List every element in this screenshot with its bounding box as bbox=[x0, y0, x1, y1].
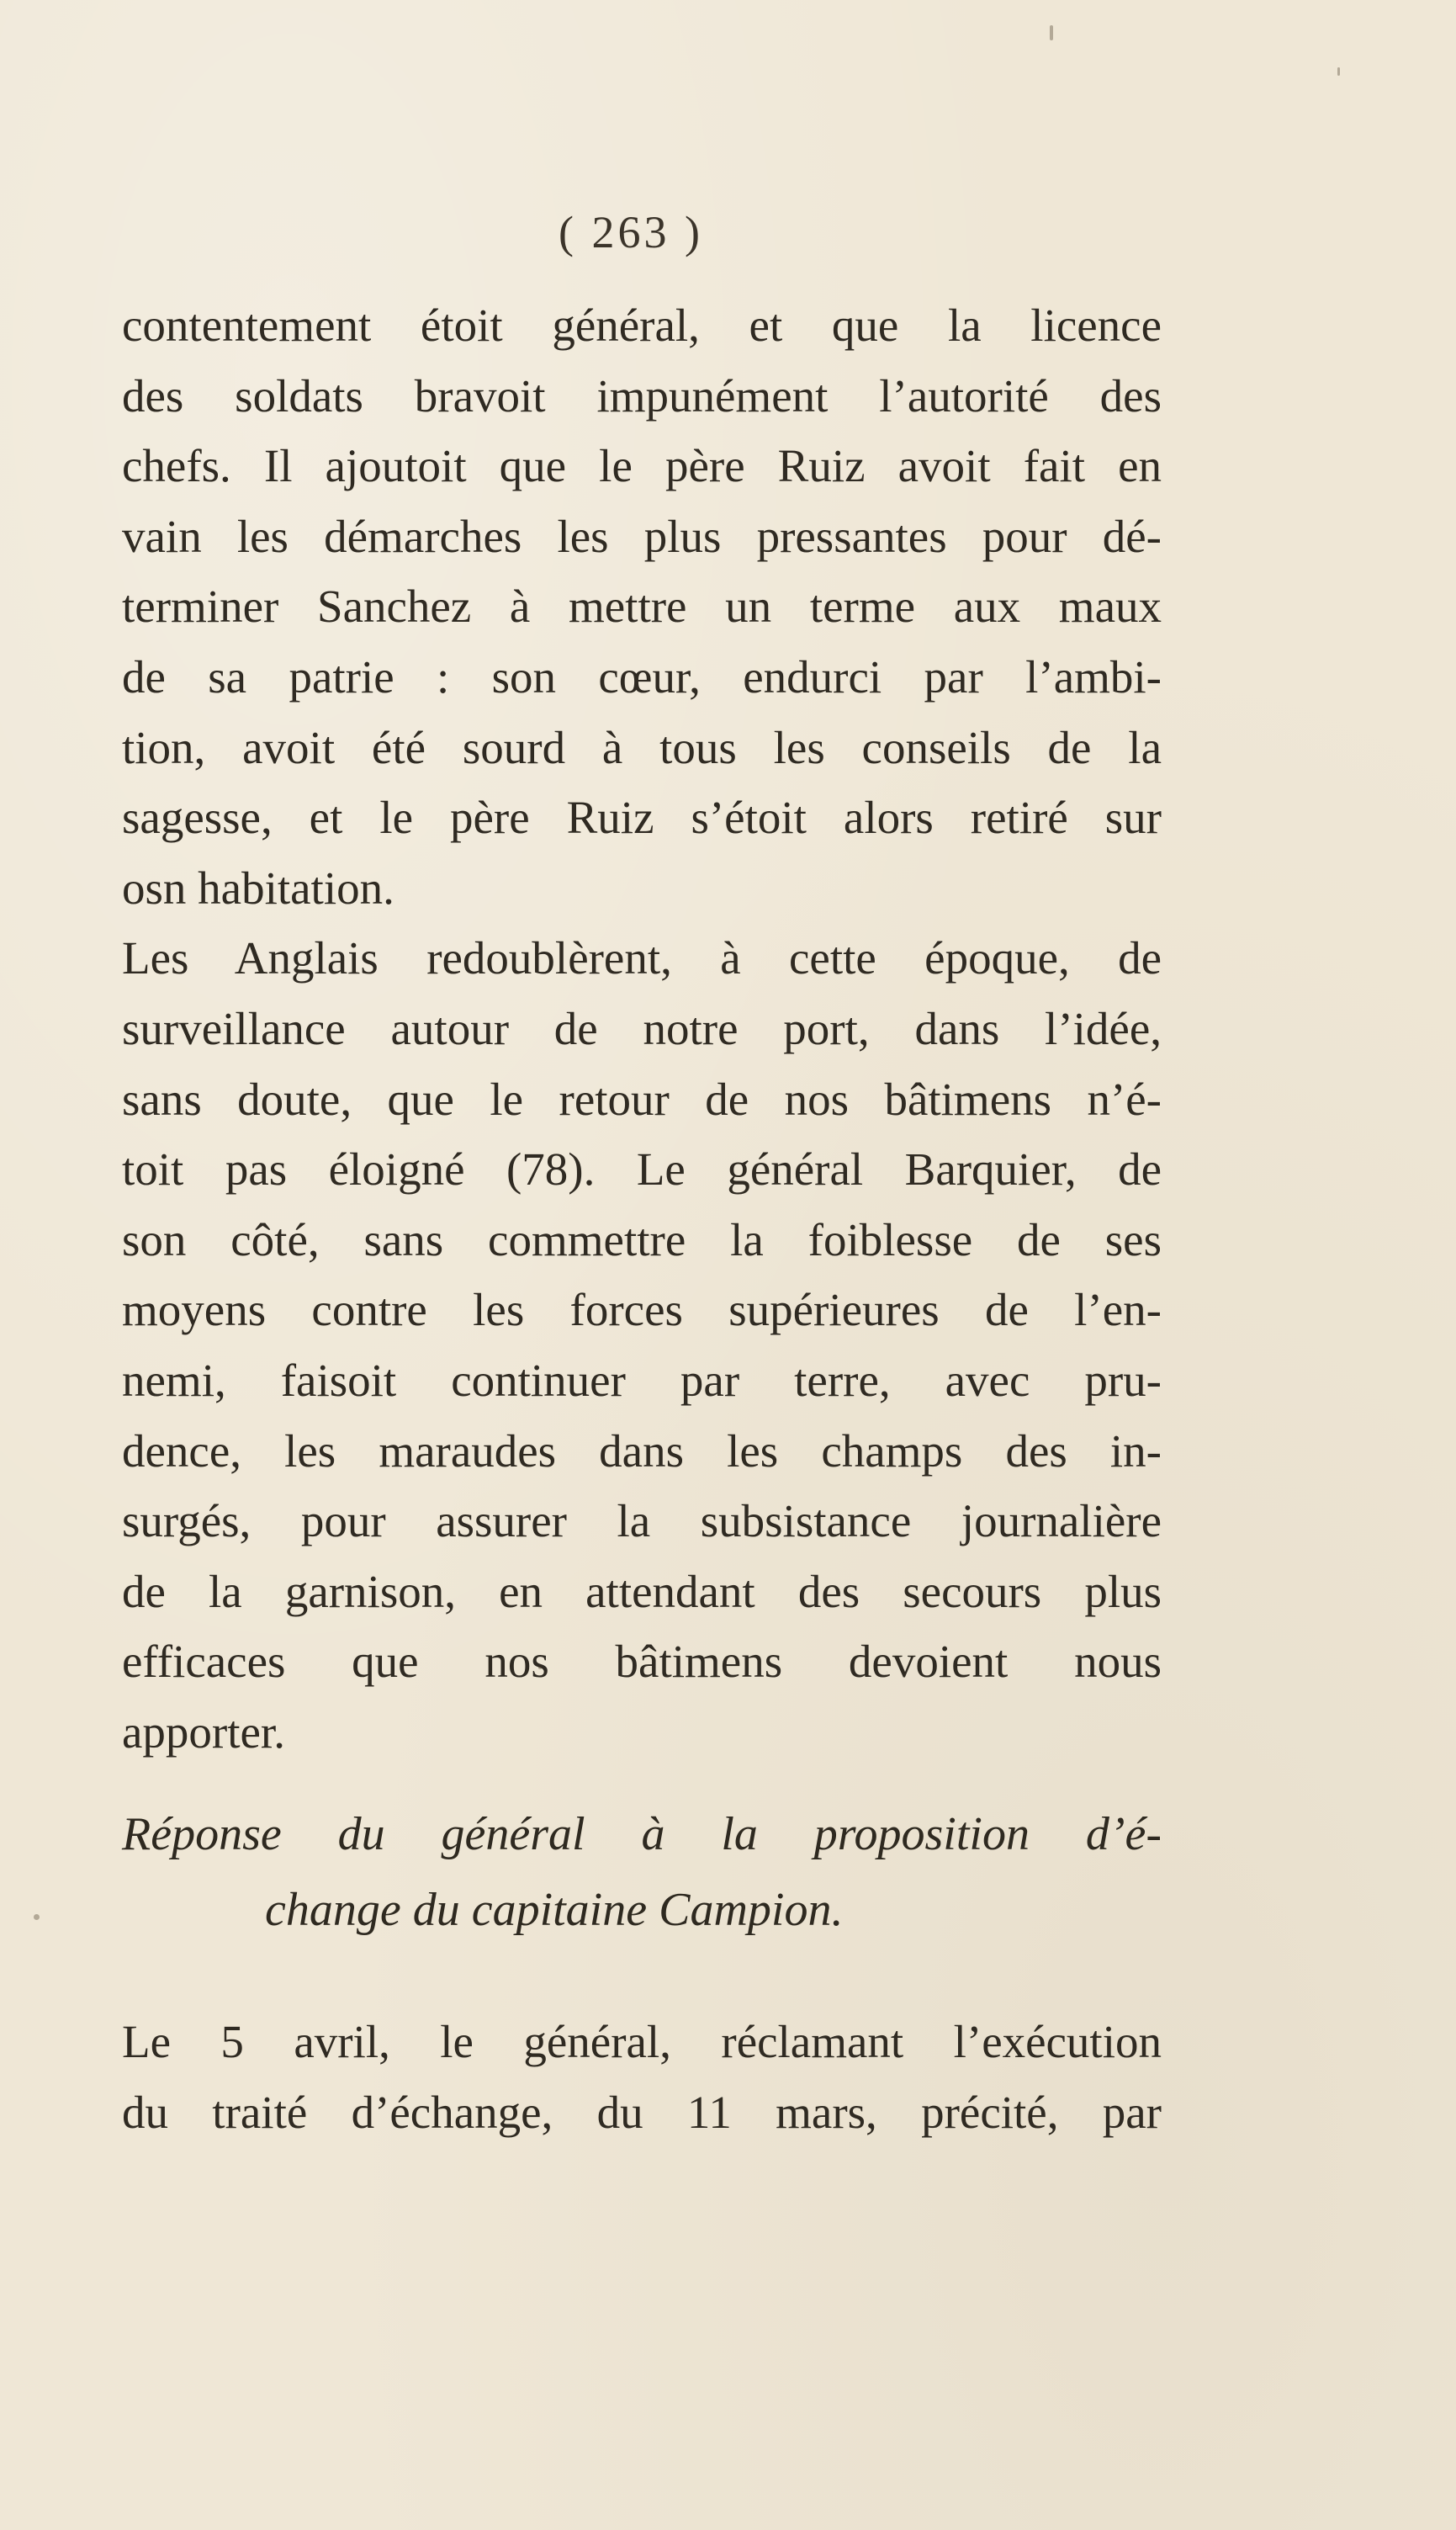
paper-speck bbox=[538, 1666, 542, 1669]
text-line: nemi, faisoit continuer par terre, avec pru- bbox=[122, 1354, 1162, 1406]
body-text-continued bbox=[122, 2007, 1162, 2147]
text-line: du traité d’échange, du 11 mars, précité, par bbox=[122, 2086, 1162, 2138]
section-heading bbox=[122, 1796, 1162, 1948]
text-line: moyens contre les forces supérieures de l’en- bbox=[122, 1284, 1162, 1336]
body-text bbox=[122, 290, 1162, 1767]
text-line: son côté, sans commettre la foiblesse de ses bbox=[122, 1213, 1162, 1265]
text-line: surveillance autour de notre port, dans l’idée, bbox=[122, 1002, 1162, 1054]
text-line: dence, les maraudes dans les champs des in- bbox=[122, 1424, 1162, 1477]
text-line: surgés, pour assurer la subsistance journalière bbox=[122, 1495, 1162, 1547]
text-line: de sa patrie : son cœur, endurci par l’ambi- bbox=[122, 650, 1162, 703]
heading-line: change du capitaine Campion. bbox=[265, 1884, 844, 1936]
text-line: osn habitation. bbox=[122, 862, 394, 914]
page-number: ( 263 ) bbox=[559, 207, 703, 257]
text-line: apporter. bbox=[122, 1705, 285, 1758]
text-line: terminer Sanchez à mettre un terme aux maux bbox=[122, 581, 1162, 633]
text-line: toit pas éloigné (78). Le général Barquier, de bbox=[122, 1143, 1162, 1196]
paper-speck bbox=[1050, 25, 1053, 40]
text-line: Le 5 avril, le général, réclamant l’exécution bbox=[122, 2016, 1162, 2067]
text-line: sagesse, et le père Ruiz s’étoit alors retiré sur bbox=[122, 792, 1162, 844]
text-line: sans doute, que le retour de nos bâtimens n’é- bbox=[122, 1073, 1162, 1125]
text-line: contentement étoit général, et que la licence bbox=[122, 300, 1162, 351]
text-line: chefs. Il ajoutoit que le père Ruiz avoit fait en bbox=[122, 440, 1162, 492]
paper-speck bbox=[1337, 67, 1340, 76]
text-line: Les Anglais redoublèrent, à cette époque, de bbox=[122, 932, 1162, 984]
text-line: tion, avoit été sourd à tous les conseils de la bbox=[122, 721, 1162, 773]
heading-line: Réponse du général à la proposition d’é- bbox=[122, 1808, 1162, 1860]
text-line: vain les démarches les plus pressantes pour dé- bbox=[122, 510, 1162, 562]
paper-speck bbox=[34, 1914, 40, 1920]
text-line: de la garnison, en attendant des secours plus bbox=[122, 1565, 1162, 1617]
text-line: des soldats bravoit impunément l’autorité des bbox=[122, 369, 1162, 422]
text-line: efficaces que nos bâtimens devoient nous bbox=[122, 1636, 1162, 1688]
